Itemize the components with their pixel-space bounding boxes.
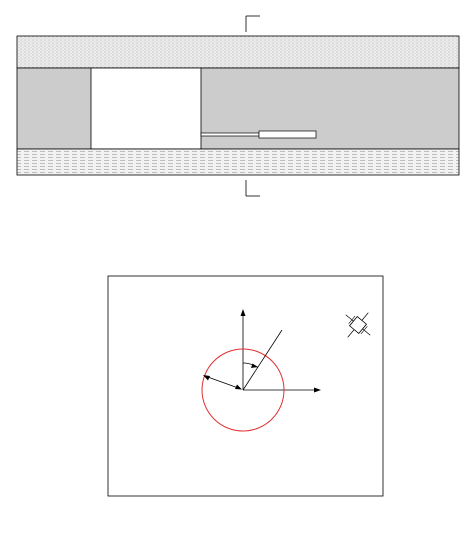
x-axis	[243, 388, 321, 393]
roadway	[91, 68, 201, 149]
section-marker-top	[246, 16, 260, 32]
floor-layer	[17, 149, 459, 175]
radial-line	[243, 330, 282, 390]
coal-seam-layer	[17, 68, 459, 149]
panel-a	[17, 16, 459, 196]
stress-element	[335, 302, 380, 347]
roof-layer	[17, 36, 459, 68]
section-marker-bottom	[246, 180, 260, 196]
radius-dimension	[203, 375, 242, 390]
